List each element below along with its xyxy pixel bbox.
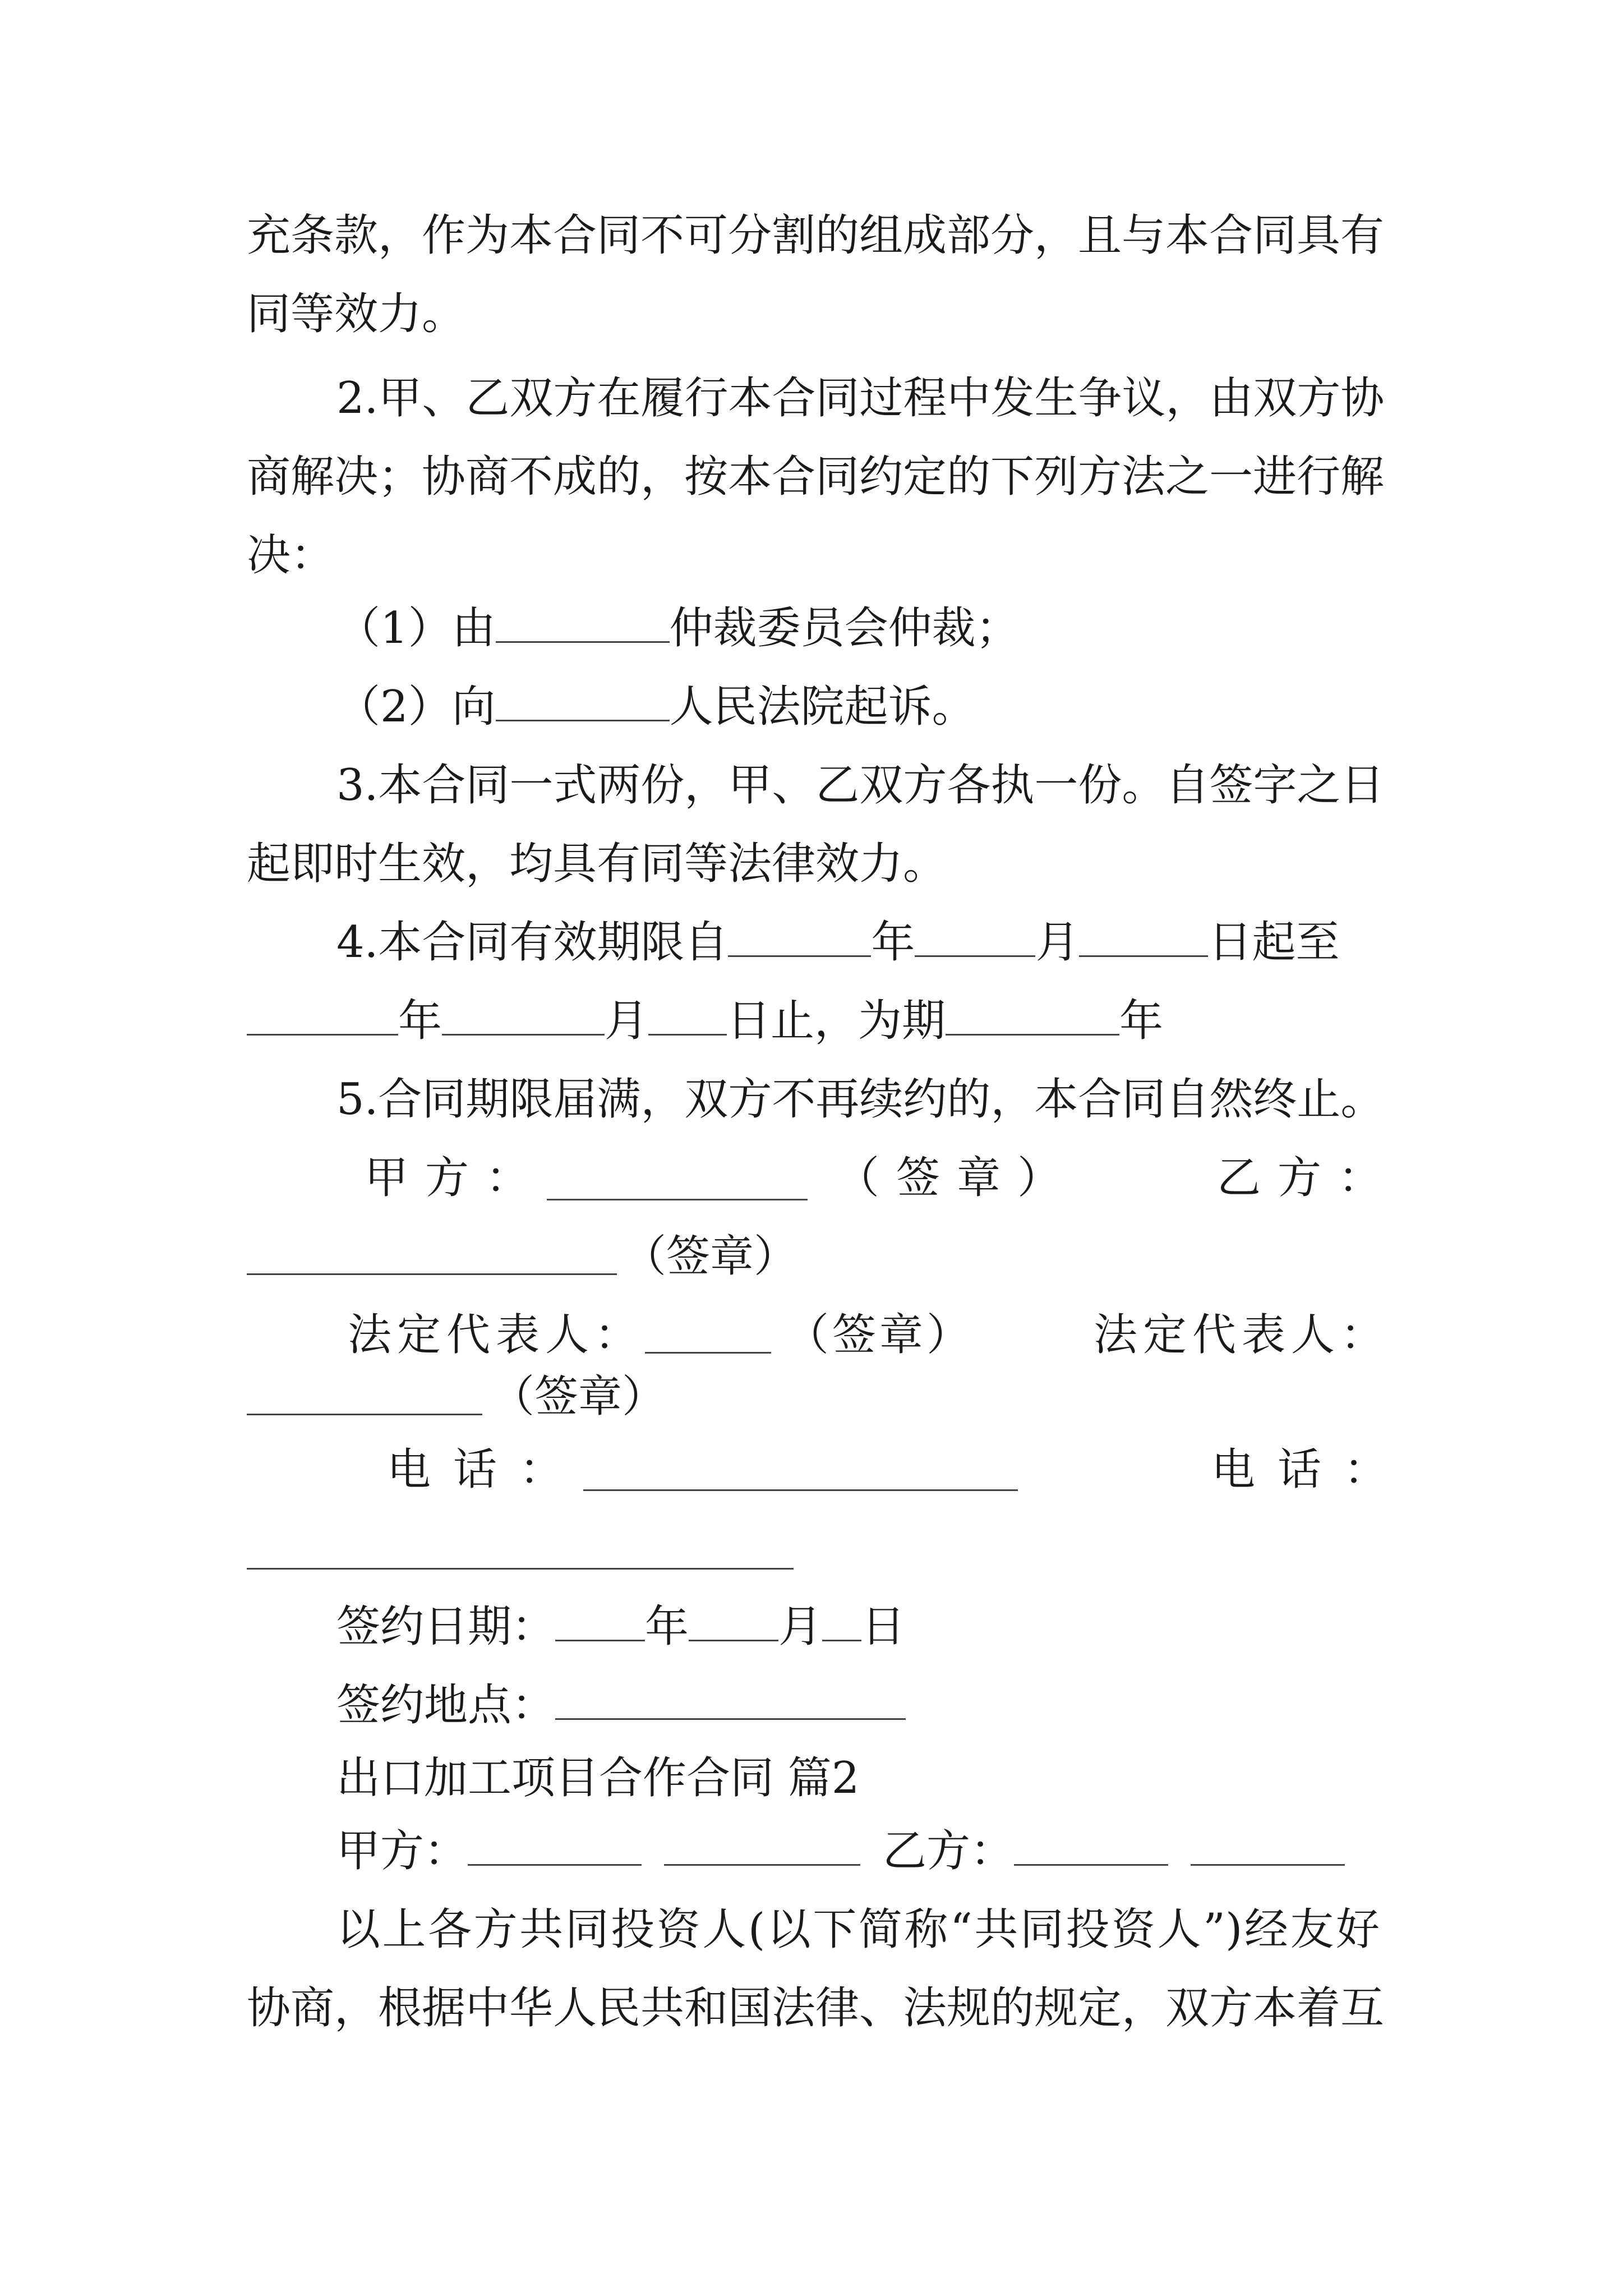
month-label: 月 <box>605 996 649 1046</box>
year-label: 年 <box>645 1602 689 1652</box>
paragraph-line: 2.甲、乙双方在履行本合同过程中发生争议，由双方协 <box>336 373 1385 424</box>
validity-end-line <box>247 993 1163 1049</box>
paragraph-line: 以上各方共同投资人(以下简称“共同投资人”)经友好 <box>336 1904 1380 1955</box>
term-years-blank <box>946 995 1119 1036</box>
dispute-option-court <box>336 679 976 735</box>
party-a-label: 甲方： <box>365 1153 547 1203</box>
validity-label: 4.本合同有效期限自 <box>336 917 728 968</box>
end-year-blank <box>247 995 398 1036</box>
party-a-blank-2 <box>664 1825 860 1866</box>
signing-date-label: 签约日期： <box>336 1602 556 1652</box>
option-text: 人民法院起诉。 <box>669 682 976 732</box>
seal-label: （签章） <box>785 1310 974 1360</box>
party-b-blank-1 <box>1014 1825 1168 1866</box>
rep-b-label: 法定代表人： <box>1094 1310 1390 1360</box>
party-b-label: 乙方： <box>883 1826 1015 1876</box>
court-blank <box>496 680 670 721</box>
year-label: 年 <box>398 996 442 1046</box>
paragraph-line: 同等效力。 <box>247 289 466 339</box>
rep-a-signature-line <box>645 1352 771 1354</box>
section2-parties-line <box>336 1823 1345 1879</box>
phone-a-line <box>583 1489 1018 1491</box>
option-label: （1）由 <box>336 603 496 654</box>
party-b-blank-2 <box>1191 1825 1345 1866</box>
party-b-label: 乙方： <box>1217 1153 1399 1203</box>
signing-place-blank <box>555 1679 906 1720</box>
end-month-blank <box>442 995 605 1036</box>
seal-label: （签章） <box>491 1372 666 1422</box>
paragraph-line: 商解决；协商不成的，按本合同约定的下列方法之一进行解 <box>247 452 1385 502</box>
year-label: 年 <box>871 917 915 968</box>
paragraph-line: 协商，根据中华人民共和国法律、法规的规定，双方本着互 <box>247 1983 1385 2033</box>
start-day-blank <box>1079 916 1208 957</box>
day-label: 日起至 <box>1208 917 1340 968</box>
paragraph-line: 5.合同期限届满，双方不再续约的，本合同自然终止。 <box>336 1074 1385 1125</box>
dispute-option-arbitration <box>336 600 1020 656</box>
option-label: （2）向 <box>336 682 496 732</box>
year-label: 年 <box>1119 996 1164 1046</box>
seal-label: （签章） <box>623 1231 798 1282</box>
party-a-label: 甲方： <box>336 1826 468 1876</box>
date-year-blank <box>555 1600 645 1641</box>
paragraph-line: 起即时生效，均具有同等法律效力。 <box>247 839 947 889</box>
signing-date-line <box>336 1599 905 1655</box>
start-year-blank <box>728 916 871 957</box>
seal-label: （签章） <box>836 1153 1078 1203</box>
paragraph-line: 决： <box>247 530 335 581</box>
day-label: 日止，为期 <box>727 996 946 1046</box>
month-label: 月 <box>778 1602 823 1652</box>
signing-place-line <box>336 1677 906 1733</box>
paragraph-line: 3.本合同一式两份，甲、乙双方各执一份。自签字之日 <box>336 760 1385 811</box>
phone-a-label: 电话： <box>387 1444 586 1495</box>
date-day-blank <box>822 1600 861 1641</box>
rep-a-label: 法定代表人： <box>348 1310 644 1360</box>
option-text: 仲裁委员会仲裁； <box>669 603 1020 654</box>
month-label: 月 <box>1035 917 1080 968</box>
section-title: 出口加工项目合作合同 篇2 <box>336 1753 860 1803</box>
party-a-blank-1 <box>468 1825 642 1866</box>
party-b-signature-line <box>247 1273 617 1275</box>
validity-period-line <box>336 914 1339 970</box>
paragraph-line: 充条款，作为本合同不可分割的组成部分，且与本合同具有 <box>247 210 1385 261</box>
date-month-blank <box>689 1600 778 1641</box>
arbitration-blank <box>496 602 670 643</box>
day-label: 日 <box>861 1602 906 1652</box>
start-month-blank <box>915 916 1035 957</box>
signing-place-label: 签约地点： <box>336 1680 556 1731</box>
rep-b-signature-line <box>247 1414 482 1415</box>
end-day-blank <box>648 995 727 1036</box>
party-a-signature-line <box>547 1199 808 1200</box>
phone-b-line <box>247 1568 794 1570</box>
phone-b-label: 电话： <box>1211 1444 1410 1495</box>
